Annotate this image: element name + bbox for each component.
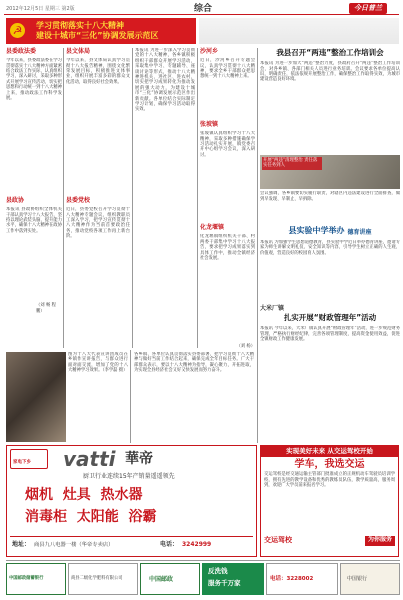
sec6-title: 张坡镇 [200, 121, 219, 129]
home-appliance-label: 家电下乡 [13, 460, 31, 465]
top-right-strip [199, 18, 399, 44]
school-tag: 为你服务 [365, 536, 395, 545]
address-value: 商县九八电器一楼（华帝专卖店） [34, 542, 114, 548]
sec3-body: 本报讯 县政协组织全体机关干部认真学习十八大报告，坚持以理论武装头脑，提升能力水平，确保十八大精神在政协工作中落到实处。 [6, 207, 62, 234]
col-e-body: 各乡镇、各单位认真贯彻落实县委部署，把学习贯彻十八大精神与做好当前工作结合起来，确保完成全年目标任务。广大干部群众表示，要以十八大精神为指导，凝心聚力，开拓进取，为实现全县经济社会又好又快发展而努力奋斗。 [134, 352, 254, 374]
phone-label: 电话： [160, 541, 179, 548]
footer-ad-4 [202, 563, 264, 595]
sec5-body: 近日，沙河乡召开专题会议，认真学习贯彻十八大精神，要求全乡干部群众把思想统一到十八大精神上来。 [200, 58, 255, 80]
sec1-body: 今年以来，县委政法委在学习贯彻落实十八大精神方面紧密结合政法工作实际，认真组织学习，深入研讨，采取多种形式开展学习宣传活动，切实把思想和行动统一到十八大精神上来，推动政法工作科学发展。 [6, 58, 62, 101]
date-line: 2012年12月5日 星期三 第2版 [6, 6, 75, 12]
vatti-brand: vatti [63, 447, 116, 471]
sec7-body: 化龙堰镇组织机关干部、村两委干部集中学习十八大报告，要求把学习成果落实到具体工作中，推动全镇经济社会发展。 [200, 234, 255, 261]
home-appliance-logo [10, 449, 48, 469]
phone-value: 3242999 [182, 541, 212, 548]
page-header [4, 3, 399, 15]
footer-ad-2 [68, 563, 138, 595]
head1-body: 本报讯 为进一步加大“两违”整治力度，县政府召开“两违”整治工作培训会，对各乡镇、各部门相关人员进行业务培训。会议要求各单位提高认识，明确责任，依法依规开展整治工作，确保整治工作取得实效，为城市建设营造良好环境。 [260, 61, 400, 83]
footer-ad-3-text: 中国邮政 [149, 576, 174, 583]
head2-body: 本报讯 为加强学生思想道德教育，县实验中学近日举办德育讲座，邀请专家为师生讲解文明礼仪、安全知识等内容，引导学生树立正确的人生观、价值观，营造良好的校园育人氛围。 [260, 239, 400, 256]
column-a [6, 48, 62, 348]
product-row-2: 消毒柜 太阳能 浴霸 [25, 509, 157, 525]
footer-ad-4-line2: 服务千万家 [208, 579, 241, 587]
school-name: 交运驾校 [264, 536, 292, 545]
school-title: 实现美好未来 从交运驾校开始 [261, 446, 398, 457]
product-row-1: 烟机 灶具 热水器 [25, 487, 143, 503]
footer-ad-3 [140, 563, 200, 595]
sec7-title: 化龙堰镇 [200, 224, 225, 232]
column-b [66, 48, 130, 348]
sec6-body: 张坡镇认真组织学习十八大精神，采取多种措施确保学习活动扎实开展，镇党委召开中心组学习会议，深入研讨。 [200, 131, 255, 158]
sec4-body: 近日，县委党校召开学习贯彻十八大精神专题会议，组织教职员工深入学习，把学习宣传贯彻十八大精神作为当前首要政治任务，推动党校各项工作再上新台阶。 [66, 207, 130, 240]
vatti-brand-cn: 華帝 [125, 451, 153, 467]
party-banner [6, 18, 196, 44]
inset-photo [260, 155, 400, 189]
footer-ad-6 [340, 563, 400, 595]
footer-ad-4-line1: 反洗钱 [208, 567, 228, 575]
headline-3-kicker: 大米厂镇 [260, 304, 285, 312]
banner-line2: 建设十城市“三化”协调发展示范区 [36, 31, 159, 40]
footer-ad-1 [6, 563, 66, 595]
headline-2: 县实验中学举办 [288, 226, 345, 236]
footer-ad-1-text: 中国邮政储蓄银行 [9, 576, 44, 581]
footer-ad-6-text: 中国银行 [347, 576, 368, 582]
photo-caption: 图为十八大代表宣讲团成员在乡镇作宣讲报告，与群众进行面对面交流，增加了党的十八大精神学习效果。（李学磊 摄） [68, 352, 128, 374]
footer-ad-5-phone: 电话：3228002 [270, 576, 314, 582]
vatti-tagline: 厨卫行业连续15年产销量遥遥领先 [83, 473, 175, 480]
footer-ads [6, 560, 400, 596]
byline-2: （刘 杨） [236, 344, 255, 350]
inset-photo-label: 开展“两违”清理整治 责任落实任务到人 [262, 157, 322, 169]
address-bar [10, 536, 253, 553]
sec2-body: 今年以来，县文体局认真学习贯彻十八大报告精神，围绕文化繁荣发展目标，积极推进文体事业，组织开展丰富多彩的群众文化活动，取得良好社会效果。 [66, 58, 130, 85]
byline-1: （刘 畅 程鹏） [36, 303, 56, 314]
vatti-ad [6, 445, 257, 557]
footer-ad-5 [266, 563, 338, 595]
headline-1: 我县召开“两违”整治工作培训会 [276, 48, 384, 57]
headline-3: 扎实开展“财政管理年”活动 [283, 313, 377, 323]
news-photo [6, 352, 66, 442]
school-subtitle: 学车，我选交运 [294, 458, 365, 470]
address-label: 地址： [12, 541, 31, 548]
headline-2b: 德育讲座 [347, 228, 372, 236]
column-c [135, 48, 195, 348]
head3-body: 本报讯 今年以来，大米厂镇认真开展“财政管理年”活动，进一步规范财务管理，严格执行财经纪律，完善各项管理制度，提高资金使用效益，促进全镇财政工作健康发展。 [260, 326, 400, 342]
sec3-title: 县政协 [6, 197, 25, 205]
party-emblem-icon: ☭ [10, 23, 25, 38]
column-d [200, 48, 255, 348]
head1-body-2: 会议强调，各乡镇要切实履行职责，对辖区内违法建设进行全面排查，做到早发现、早制止、早拆除。 [260, 191, 400, 202]
sec1-title: 县委政法委 [6, 48, 37, 55]
col-c-body: 本报讯 为进一步深入学习贯彻党的十八大精神，各乡镇积极组织干部群众开展学习活动，采取集中学习、专题辅导、座谈讨论等形式，推动十八大精神进机关、进社区、进农村，切实把学习成果转化为推动发展的强大动力，为建设十城市“三化”协调发展示范区作出新贡献。各单位结合实际制定学习计划，确保学习活动取得实效。 [135, 48, 195, 113]
sec2-title: 县文体局 [66, 48, 91, 55]
sec5-title: 沙河乡 [200, 48, 219, 55]
section-title: 综合 [194, 4, 213, 14]
right-column [260, 48, 400, 443]
school-body: 交运驾校是经交通运输主管部门批准成立的正规机动车驾驶员培训学校，拥有先进的教学设备和优秀的教练员队伍，教学质量高，服务周到，欢迎广大学员前来报名学习。 [264, 472, 395, 489]
driving-school-ad [260, 445, 399, 557]
paper-logo: 今日普兰 [349, 3, 387, 14]
banner-line1: 学习贯彻落实十八大精神 [36, 21, 124, 30]
sec4-title: 县委党校 [66, 197, 91, 205]
footer-ad-2-text: 商县二级化学肥料有限公司 [71, 576, 123, 581]
